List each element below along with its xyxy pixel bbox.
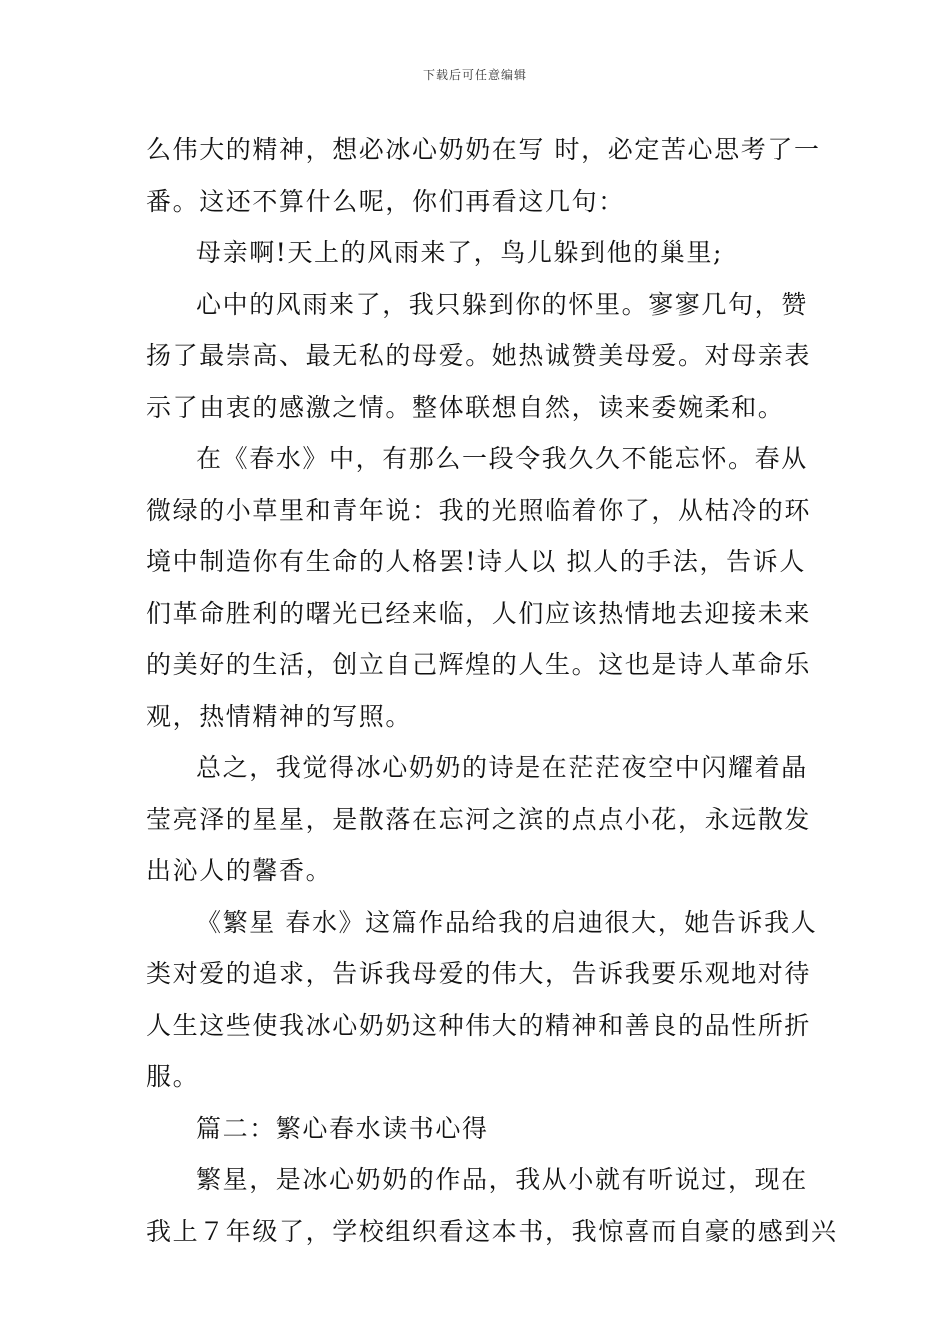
text-line: 篇二：繁心春水读书心得 (196, 1113, 489, 1143)
text-line: 出沁人的馨香。 (146, 856, 333, 885)
text-line: 莹亮泽的星星，是散落在忘河之滨的点点小花，永远散发 (146, 804, 812, 834)
text-line: 示了由衷的感激之情。整体联想自然，读来委婉柔和。 (146, 392, 785, 422)
text-line: 总之，我觉得冰心奶奶的诗是在茫茫夜空中闪耀着晶 (196, 753, 808, 782)
text-line: 《繁星 春水》这篇作品给我的启迪很大，她告诉我人 (196, 907, 818, 937)
text-line: 人生这些使我冰心奶奶这种伟大的精神和善良的品性所折 (146, 1010, 812, 1040)
text-line: 繁星，是冰心奶奶的作品，我从小就有听说过，现在 (196, 1165, 808, 1194)
text-line: 么伟大的精神，想必冰心奶奶在写 时，必定苦心思考了一 (146, 135, 821, 164)
text-line: 在《春水》中，有那么一段令我久久不能忘怀。春从 (196, 444, 808, 473)
text-line: 服。 (146, 1062, 200, 1091)
text-line: 微绿的小草里和青年说：我的光照临着你了，从枯冷的环 (146, 495, 812, 525)
text-line: 番。这还不算什么呢，你们再看这几句： (146, 186, 625, 216)
text-line: 境中制造你有生命的人格罢!诗人以 拟人的手法，告诉人 (146, 547, 806, 576)
text-line: 的美好的生活，创立自己辉煌的人生。这也是诗人革命乐 (146, 650, 812, 679)
text-line: 扬了最崇高、最无私的母爱。她热诚赞美母爱。对母亲表 (146, 341, 812, 370)
header-note: 下载后可任意编辑 (422, 68, 527, 82)
text-line: 母亲啊!天上的风雨来了，鸟儿躲到他的巢里; (196, 238, 724, 267)
text-line: 观，热情精神的写照。 (146, 701, 413, 731)
text-line: 心中的风雨来了，我只躲到你的怀里。寥寥几句，赞 (196, 289, 808, 319)
text-line: 们革命胜利的曙光已经来临，人们应该热情地去迎接未来 (146, 598, 812, 628)
text-line: 类对爱的追求，告诉我母爱的伟大，告诉我要乐观地对待 (146, 959, 812, 988)
text-line: 我上７年级了，学校组织看这本书，我惊喜而自豪的感到兴 (146, 1216, 838, 1246)
document-body (146, 124, 838, 1257)
